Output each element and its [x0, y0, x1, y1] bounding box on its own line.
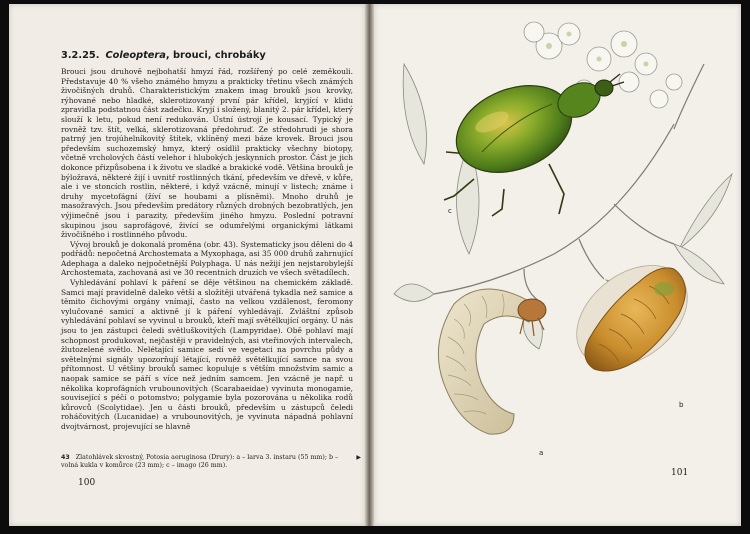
label-imago: c — [448, 207, 452, 215]
caption-number: 43 — [61, 454, 70, 461]
section-heading — [61, 50, 361, 61]
section-number: 3.2.25. — [61, 50, 100, 61]
right-page — [374, 4, 741, 526]
figure-caption — [61, 454, 361, 470]
section-title-latin: Coleoptera — [105, 50, 166, 61]
label-larva: a — [539, 449, 544, 457]
page-number-right: 101 — [671, 468, 689, 478]
larva — [438, 289, 546, 434]
paragraph-1: Brouci jsou druhově nejbohatší hmyzí řád, rozšířený po celé zeměkouli. Představuje 40 % všeho známého hmyzu a prakticky třetinu všech známých živočišných druhů. Charakteristickým znakem imag brouků jsou krovky, rýhované nebo hladké, sklerotizovaný první pár křídel, kryjící v klidu zpravidla podstatnou část zadečku. Kryjí i složený, blanitý 2. pár křídel, který slouží k letu, pokud není redukován. Ústní ústrojí je kousací. Typický je rovněž tzv. štít, velká, sklerotizovaná předohruď. Ze středohrudi je shora patrný jen trojúhelníkovitý štítek, vklíněný mezi báze krovek. Brouci jsou především suchozemský hmyz, který osídlil prakticky všechny biotopy, včetně vrcholových částí velehor i hlubokých jeskynních prostor. Část je jich dokonce přizpůsobena i k životu ve sladké a brakické vodě. Většina brouků je býložravá, některé žijí i uvnitř rostlinných tkání, především ve dřevě, v kůře, ale i ve stoncích rostlin, některé, i když vzácně, minují v listech; známe i druhy mycetofágní (žíví se houbami a plísněmi). Mnoho druhů je masožravých. Jsou především predátory různých drobných bezobratlých, jen výjimečně jsou i parazity, především jiného hmyzu. Poslední potravní skupinou jsou saprofágové, živící se odumřelými organickými látkami živočišného i rostlinného původu. — [61, 67, 353, 240]
caption-text: Zlatohlávek skvostný, Potosia aeruginosa (Drury): a – larva 3. instaru (55 mm); b – volná kukla v komůrce (23 mm); c – imago (26 mm). — [61, 454, 339, 470]
book-gutter — [365, 4, 374, 526]
beetle-illustration — [374, 4, 741, 526]
page-number-left: 100 — [78, 478, 96, 488]
caption-arrow-icon: ▶ — [356, 454, 361, 461]
paragraph-3: Vyhledávání pohlaví k páření se děje většinou na chemickém základě. Samci mají pravidelně daleko větší a složitěji utvářená tykadla než samice a těmito čichovými orgány vnímají, často na velkou vzdálenost, feromony vylučované samicí a aktivně jí k páření vyhledávají. Zvláštní způsob vyhledávání pohlaví se vyvinul u brouků, kteří mají světélkující orgány. U nás jsou to jen zástupci čeledi světluškovitých (Lampyridae). Obě pohlaví mají schopnost produkovat, nejčastěji v pravidelných, asi vteřinových intervalech, žlutozelené světlo. Nelétající samice sedí ve vegetaci na povrchu půdy a světelnými signály upozorňují létající, rovněž světélkující samce na svou přítomnost. U většiny brouků samec kopuluje s větším množstvím samic a naopak samice se páří s více než jedním samcem. Jen vzácně je např. u několika koprofágních vrubounovitých (Scarabaeidae) vyvinuta monogamie, související s péčí o potomstvo; polygamie byla pozorována u několika rodů kůrovců (Scolytidae). Jen u části brouků, především u zástupců čeledi roháčovitých (Lucanidae) a vrubounovitých, je vyvinuta nápadná pohlavní dvojtvárnost, projevující se hlavně — [61, 278, 353, 431]
body-text — [61, 67, 353, 432]
label-pupa: b — [679, 401, 684, 409]
paragraph-2: Vývoj brouků je dokonalá proměna (obr. 43). Systematicky jsou děleni do 4 podřádů: nepočetná Archostemata a Myxophaga, asi 35 000 druhů zahrnující Adephaga a daleko nejpočetnější Polyphaga. U nás nežijí jen nejstarobylejší Archostemata, zachovaná asi ve 30 recentních druzích ve všech světadílech. — [61, 239, 353, 278]
section-title-czech: , brouci, chrobáky — [165, 50, 266, 61]
left-page — [9, 4, 365, 526]
pupa — [557, 245, 706, 388]
